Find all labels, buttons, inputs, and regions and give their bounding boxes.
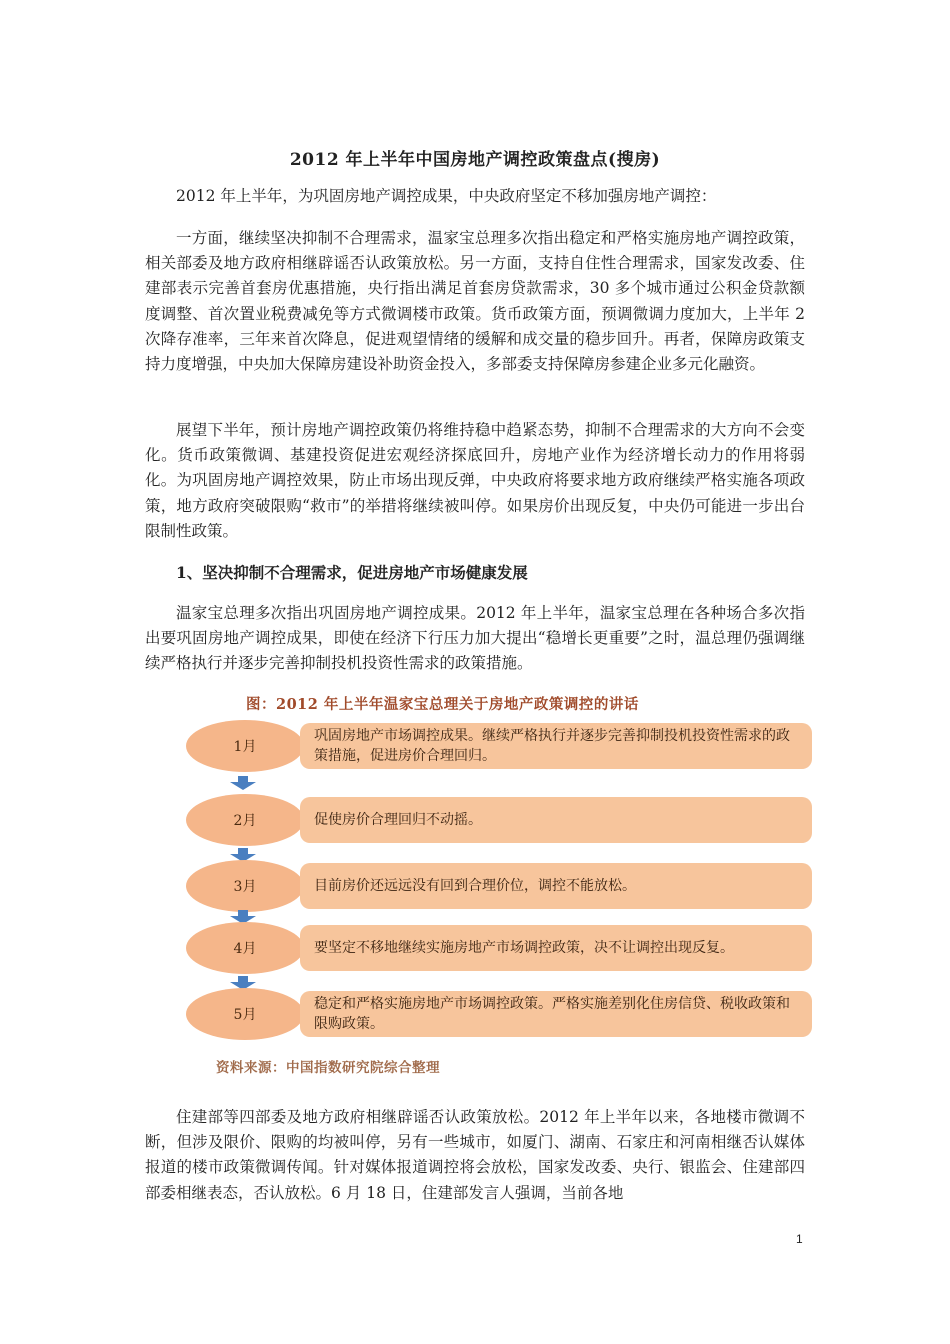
section-heading-1: 1、坚决抑制不合理需求，促进房地产市场健康发展: [176, 563, 528, 582]
remark-box: 稳定和严格实施房地产市场调控政策。严格实施差别化住房信贷、税收政策和限购政策。: [300, 991, 812, 1037]
document-title: 2012 年上半年中国房地产调控政策盘点(搜房): [289, 150, 661, 170]
month-ellipse: 1月: [186, 720, 304, 772]
timeline-row: [182, 860, 812, 912]
timeline-row: [182, 922, 812, 974]
policy-timeline-figure: [182, 690, 812, 1085]
remark-box: 巩固房地产市场调控成果。继续严格执行并逐步完善抑制投机投资性需求的政策措施，促进房价合理回归。: [300, 723, 812, 769]
month-ellipse: 4月: [186, 922, 304, 974]
timeline-row: [182, 794, 812, 846]
remark-box: 促使房价合理回归不动摇。: [300, 797, 812, 843]
remark-box: 要坚定不移地继续实施房地产市场调控政策，决不让调控出现反复。: [300, 925, 812, 971]
month-ellipse: 5月: [186, 988, 304, 1040]
month-ellipse: 3月: [186, 860, 304, 912]
paragraph-premier-remarks: 温家宝总理多次指出巩固房地产调控成果。2012 年上半年，温家宝总理在各种场合多次指出要巩固房地产调控成果，即使在经济下行压力加大提出“稳增长更重要”之时，温总理仍强调继续严格执行并逐步完善抑制投机投资性需求的政策措施。: [145, 604, 805, 673]
arrow-down-icon: [230, 776, 256, 790]
paragraph-intro: 2012 年上半年，为巩固房地产调控成果，中央政府坚定不移加强房地产调控：: [176, 187, 717, 205]
paragraph-rumor-denial: 住建部等四部委及地方政府相继辟谣否认政策放松。2012 年上半年以来，各地楼市微调不断，但涉及限价、限购的均被叫停，另有一些城市，如厦门、湖南、石家庄和河南相继否认媒体报道的楼市政策微调传闻。针对媒体报道调控将会放松，国家发改委、央行、银监会、住建部四部委相继表态，否认放松。6 月 18 日，住建部发言人强调，当前各地: [145, 1108, 805, 1202]
paragraph-policy-review: 一方面，继续坚决抑制不合理需求，温家宝总理多次指出稳定和严格实施房地产调控政策，相关部委及地方政府相继辟谣否认政策放松。另一方面，支持自住性合理需求，国家发改委、住建部表示完善首套房优惠措施，央行指出满足首套房贷款需求，30 多个城市通过公积金贷款额度调整、首次置业税费减免等方式微调楼市政策。货币政策方面，预调微调力度加大，上半年 2 次降存准率，三年来首次降息，促进观望情绪的缓解和成交量的稳步回升。再者，保障房政策支持力度增强，中央加大保障房建设补助资金投入，多部委支持保障房参建企业多元化融资。: [145, 229, 805, 374]
remark-box: 目前房价还远远没有回到合理价位，调控不能放松。: [300, 863, 812, 909]
figure-source: 资料来源：中国指数研究院综合整理: [216, 1060, 440, 1076]
figure-title: 图：2012 年上半年温家宝总理关于房地产政策调控的讲话: [246, 696, 639, 713]
timeline-row: [182, 720, 812, 772]
page-number: 1: [796, 1232, 803, 1246]
timeline-row: [182, 988, 812, 1040]
paragraph-outlook: 展望下半年，预计房地产调控政策仍将维持稳中趋紧态势，抑制不合理需求的大方向不会变化。货币政策微调、基建投资促进宏观经济探底回升，房地产业作为经济增长动力的作用将弱化。为巩固房地产调控效果，防止市场出现反弹，中央政府将要求地方政府继续严格实施各项政策，地方政府突破限购“救市”的举措将继续被叫停。如果房价出现反复，中央仍可能进一步出台限制性政策。: [145, 421, 805, 540]
month-ellipse: 2月: [186, 794, 304, 846]
